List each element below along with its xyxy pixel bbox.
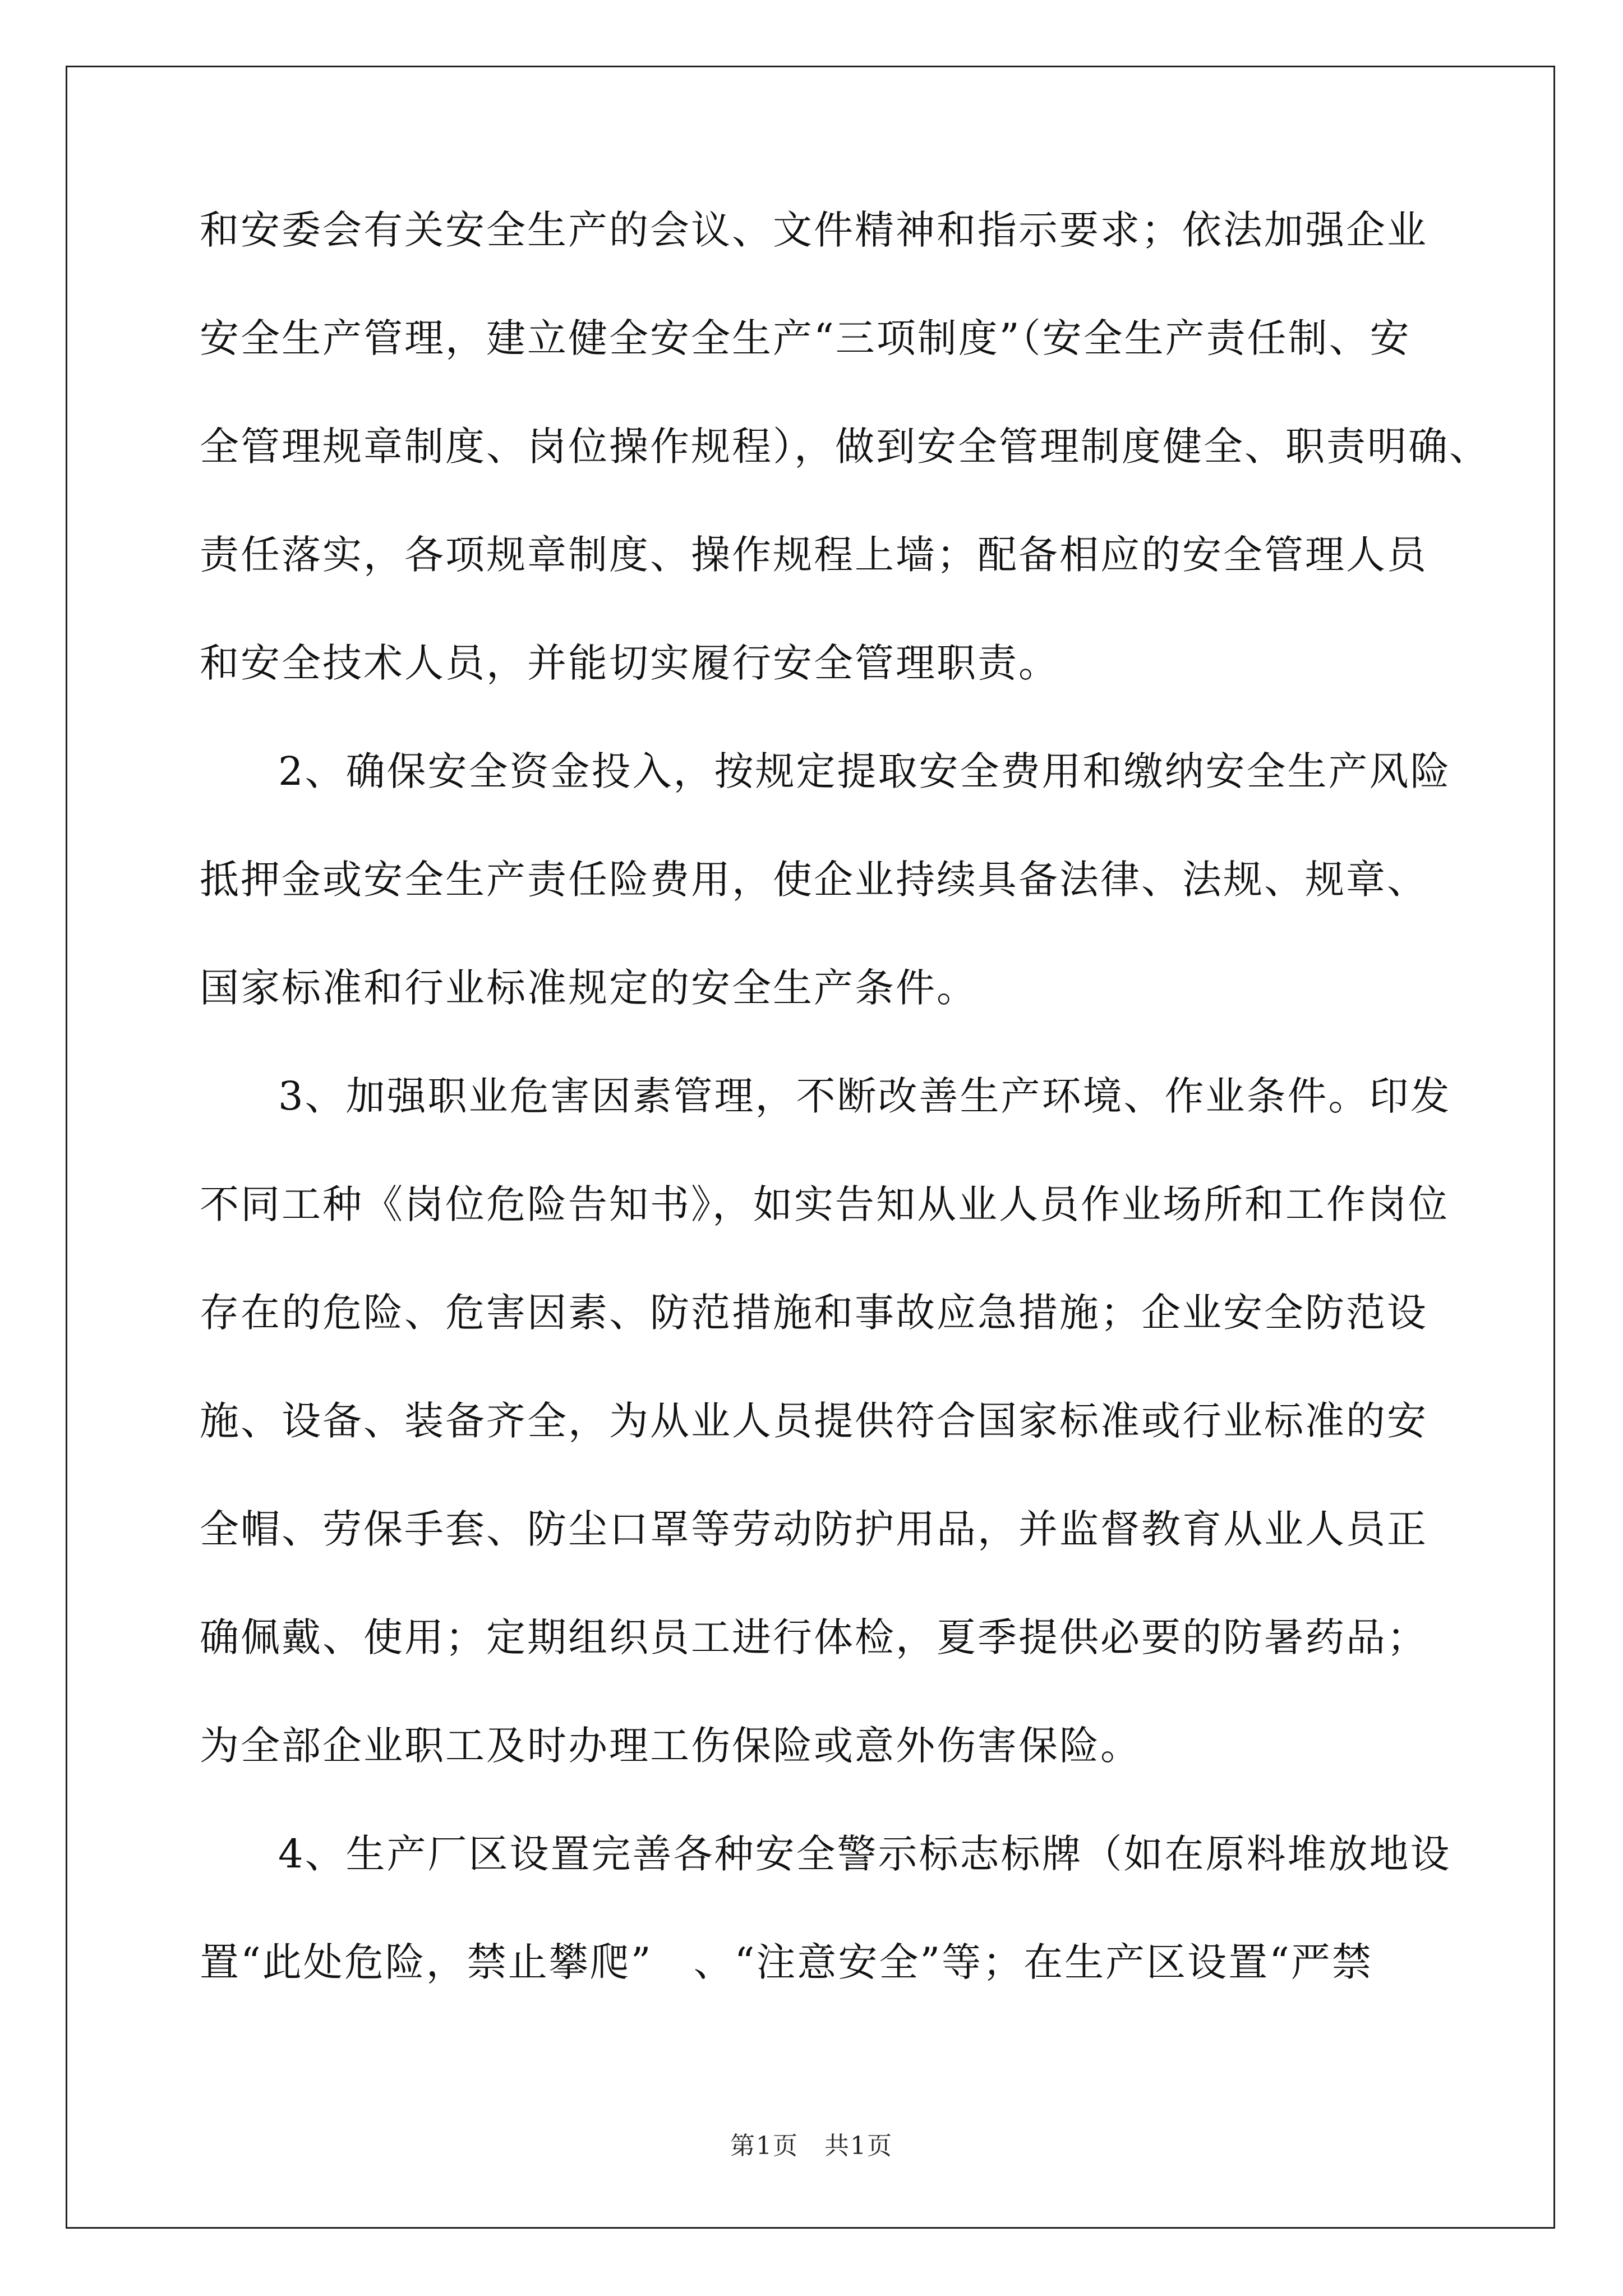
text-line: 全帽、劳保手套、防尘口罩等劳动防护用品，并监督教育从业人员正 xyxy=(200,1506,1428,1552)
text-line: 和安全技术人员，并能切实履行安全管理职责。 xyxy=(200,640,1059,686)
text-line: 存在的危险、危害因素、防范措施和事故应急措施；企业安全防范设 xyxy=(200,1290,1428,1336)
page-border xyxy=(66,66,1555,2229)
paragraph-3-first-line: 3、加强职业危害因素管理，不断改善生产环境、作业条件。印发 xyxy=(278,1073,1451,1119)
text-line: 确佩戴、使用；定期组织员工进行体检，夏季提供必要的防暑药品； xyxy=(200,1614,1428,1660)
paragraph-4-first-line: 4、生产厂区设置完善各种安全警示标志标牌（如在原料堆放地设 xyxy=(278,1831,1451,1877)
text-line: 安全生产管理，建立健全安全生产“三项制度”（安全生产责任制、安 xyxy=(200,315,1411,361)
text-line: 国家标准和行业标准规定的安全生产条件。 xyxy=(200,965,978,1011)
page-footer: 第1页 共1页 xyxy=(730,2132,893,2160)
text-line: 全管理规章制度、岗位操作规程），做到安全管理制度健全、职责明确、 xyxy=(200,424,1490,470)
paragraph-2-first-line: 2、确保安全资金投入，按规定提取安全费用和缴纳安全生产风险 xyxy=(278,748,1451,794)
text-line: 抵押金或安全生产责任险费用，使企业持续具备法律、法规、规章、 xyxy=(200,857,1428,903)
text-line: 责任落实，各项规章制度、操作规程上墙；配备相应的安全管理人员 xyxy=(200,532,1428,578)
text-line: 施、设备、装备齐全，为从业人员提供符合国家标准或行业标准的安 xyxy=(200,1398,1428,1444)
text-line: 为全部企业职工及时办理工伤保险或意外伤害保险。 xyxy=(200,1723,1141,1769)
text-line: 置“此处危险，禁止攀爬” 、“注意安全”等；在生产区设置“严禁 xyxy=(200,1939,1373,1985)
text-line: 和安委会有关安全生产的会议、文件精神和指示要求；依法加强企业 xyxy=(200,207,1428,253)
text-line: 不同工种《岗位危险告知书》，如实告知从业人员作业场所和工作岗位 xyxy=(200,1181,1449,1227)
